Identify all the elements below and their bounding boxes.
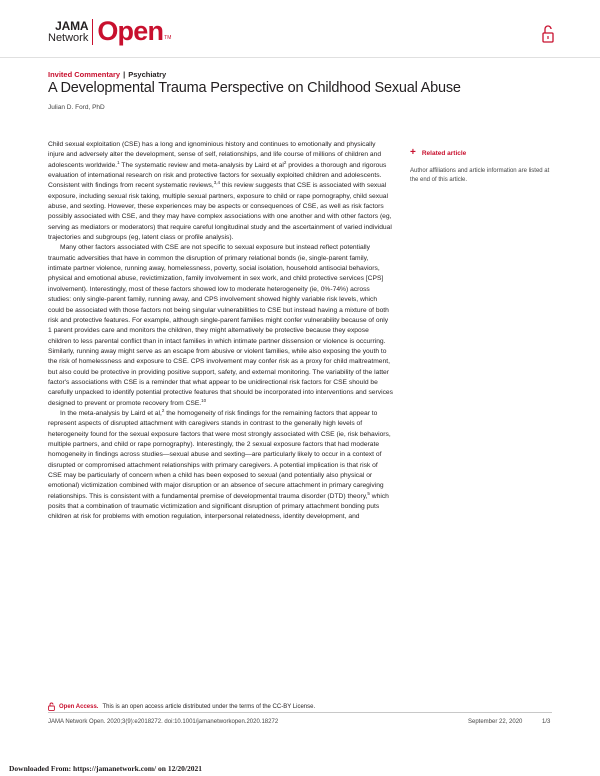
header-divider [0,57,600,58]
reference-link[interactable]: 1 [117,159,120,165]
body-paragraph-3: In the meta-analysis by Laird et al,$^2$ the homogeneity of risk findings for the remaining factors that appear to represent aspects of disrupted attachment with caregivers stands in contrast to the generally high levels of heterogeneity found for the sexual exposure factors that were most strongly associated with CSE (ie, risk behaviors, multiple partners, and child or rape pornography). Interestingly, the 2 sexual exposure factors that had moderate homogeneity in findings across studies—sexual abuse and sexting—are particularly likely to occur in a context of disrupted or compromised attachment relationships with primary caregivers. A potential implication is that risk of CSE may be particularly of concern when a child has been exposed to sexual (and potentially also physical or emotional) victimization combined with major disruption or an absence of secure attachment in primary caregiving relationships. This is consistent with a fundamental premise of developmental trauma disorder (DTD) theory,$^5$ which posits that a combination of traumatic victimization and significant disruption of primary attachment bonding puts children at risk for problems with emotion regulation, interpersonal relatedness, identity development, and [48,407,391,521]
reference-link[interactable]: 3,4 [213,180,221,186]
open-access-label[interactable]: Open Access. [59,703,99,710]
download-stamp: Downloaded From: https://jamanetwork.com/ on 12/20/2021 [9,764,202,773]
logo-open-text: Open [97,16,164,46]
article-kicker [48,70,166,79]
open-access-text: This is an open access article distributed under the terms of the CC-BY License. [102,703,316,710]
logo-network-text: Network [48,31,89,44]
article-type[interactable]: Invited Commentary [48,70,121,79]
kicker-separator: | [123,70,126,79]
reference-link[interactable]: 5 [367,490,370,496]
footer-citation: JAMA Network Open. 2020;3(9):e2018272. doi:10.1001/jamanetworkopen.2020.18272 [48,719,279,725]
author-affiliations-note: Author affiliations and article information are listed at the end of this article. [410,168,550,183]
reference-link[interactable]: 10 [201,397,207,403]
logo-separator [92,19,93,45]
body-paragraph-2: Many other factors associated with CSE are not specific to sexual exposure but instead reflect potentially traumatic adversities that have in common the disruption of primary relational bonds (ie, single-parent family, intimate partner violence, running away, homelessness, poverty, social isolation, household antisocial behaviors, physical and emotional abuse, revictimization, family involvement in sex work, and child protective services [CPS] involvement). Interestingly, most of these factors showed low to moderate heterogeneity (ie, 0%-74%) across studies: only single-parent family, running away, and CPS involvement showed highly variable risk levels, which could be associated with those factors not being singular vulnerabilities to CSE but instead having a mixture of both risk and protective features. For example, although single-parent families might confer vulnerability because of only 1 parent provides care and monitors the children, they might alternatively be protective because they expose children to less parental conflict than in intact families in which intimate partner dissension or violence is occurring. Similarly, running away might serve as an escape from abusive or violent families, while also exposing the youth to the risk of homelessness and exposure to CSE. CPS involvement may confer risk as a proxy for child maltreatment, but also could be protective in providing positive support, safety, and external monitoring. The variability of the latter factor's associations with CSE is a reminder that what appear to be unidirectional risk factors for CSE should be carefully unpacked to identify potential protective features that should be incorporated into interventions and services designed to prevent or promote recovery from CSE.$^{10}$ [48,244,393,407]
related-article-link[interactable] [410,148,550,158]
open-access-icon [48,702,55,711]
article-author: Julian D. Ford, PhD [48,104,105,111]
article-sidebar [410,148,550,185]
logo-jama-text: JAMA [55,18,89,33]
footer-date: September 22, 2020 [468,719,523,725]
logo-trademark: TM [164,35,172,41]
reference-link[interactable]: 2 [283,159,287,165]
open-access-notice [48,702,315,711]
article-section[interactable]: Psychiatry [128,70,167,79]
article-body [48,140,393,523]
lock-icon [542,24,554,44]
page-header [48,18,558,54]
reference-link[interactable]: 2 [161,407,165,413]
article-title: A Developmental Trauma Perspective on Childhood Sexual Abuse [48,80,461,96]
body-paragraph-1: Child sexual exploitation (CSE) has a long and ignominious history and continues to emotionally and physically injure and adversely alter the development, sense of self, relationships, and life course of millions of children and adolescents worldwide.$^1$ The systematic review and meta-analysis by Laird et $al^2$ provides a thorough and rigorous evaluation of international research on risk and protective factors for sexually exploited children and adolescents. Consistent with findings from recent systematic reviews,$^{3,4}$ this review suggests that CSE is associated with sexual exposure, including sexual risk taking, multiple sexual partners, exposure to child or rape pornography, child sexual abuse, and sexting. However, these experiences may be aspects or consequences of CSE, as well as risk factors possibly associated with CSE, and they may have complex associations with one another and with other factors (eg, serving as mediators or moderators) that require careful longitudinal study and the ascertainment of varied individual trajectories and subgroups (eg, latent class or profile analysis). [48,141,392,242]
footer-divider [48,712,552,713]
plus-icon: + [410,147,416,158]
jama-network-open-logo[interactable] [48,18,171,45]
page-number: 1/3 [542,719,551,725]
related-article-label: Related article [421,149,467,157]
